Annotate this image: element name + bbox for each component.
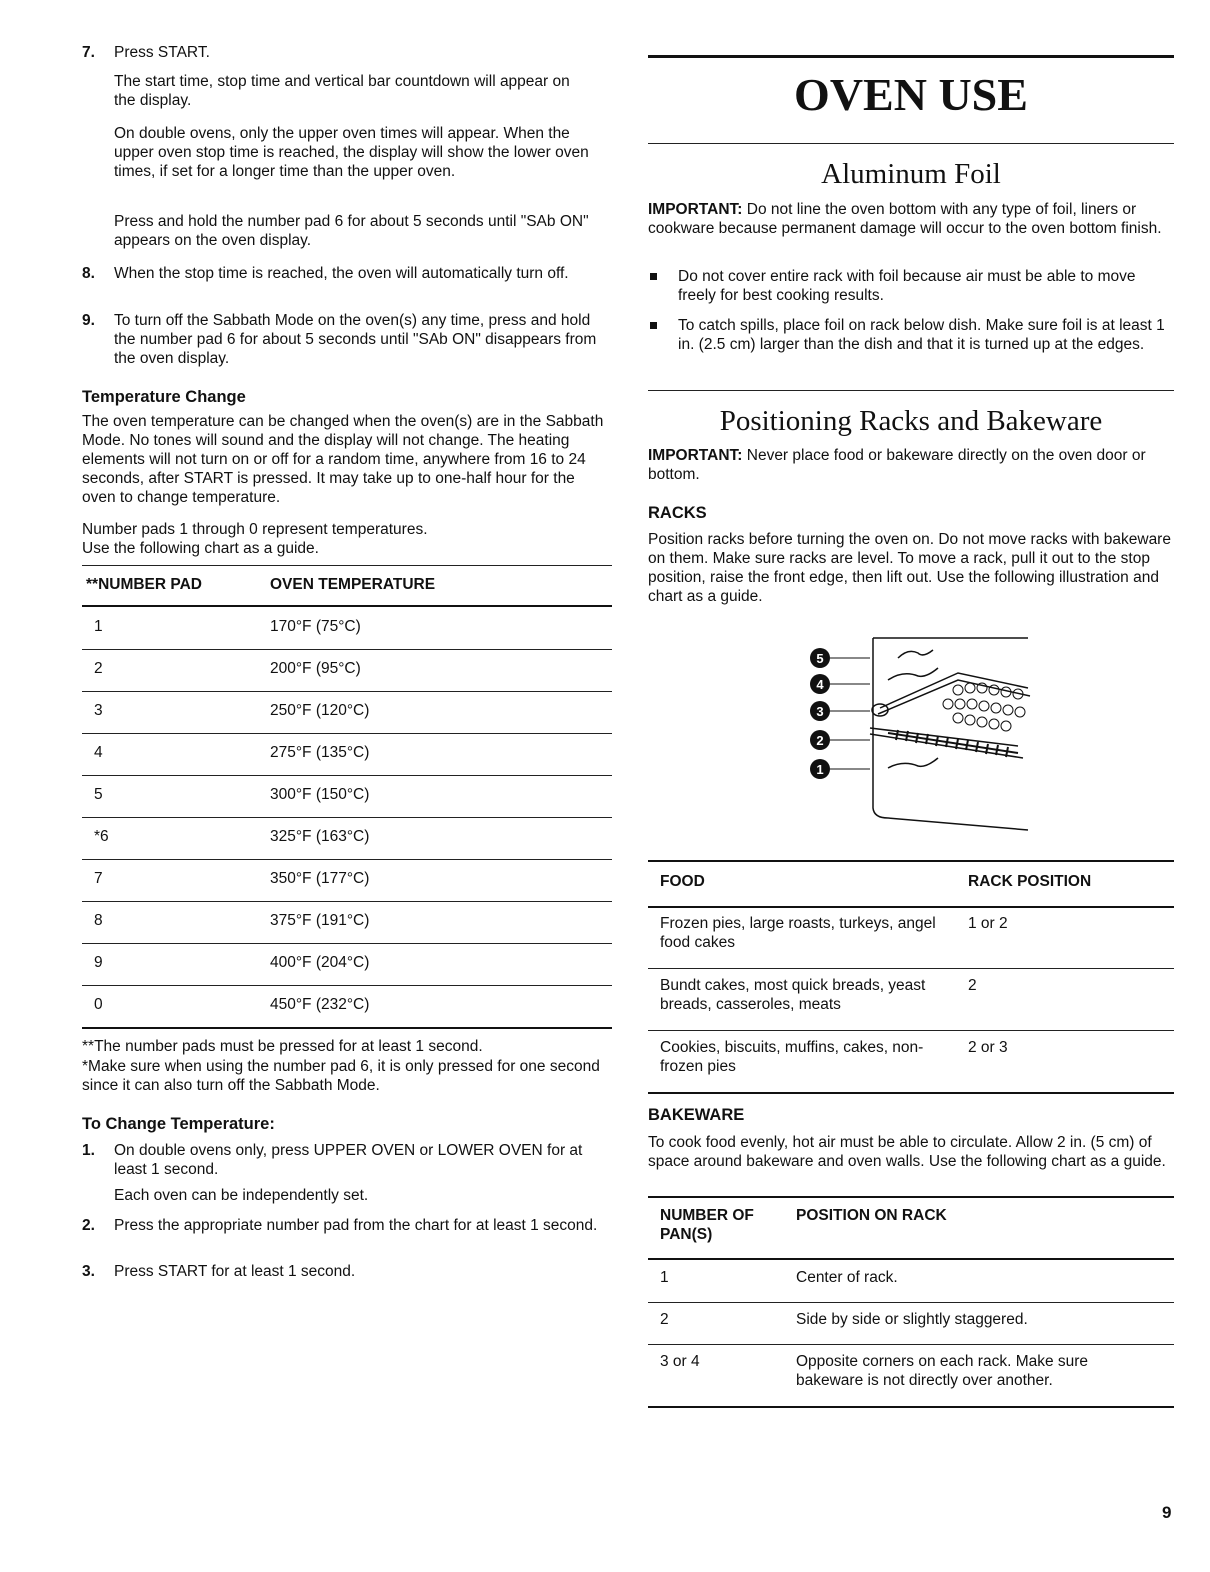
rack-slot-4: [888, 668, 938, 680]
oven-temperature-cell: 170°F (75°C): [270, 618, 361, 635]
page-title: OVEN USE: [794, 69, 1028, 120]
col-header-position-on-rack: POSITION ON RACK: [796, 1207, 947, 1224]
pan-row-rule: [648, 1302, 1174, 1303]
number-pad-cell: *6: [94, 828, 109, 845]
rack-slot-5: [898, 650, 933, 658]
pan-position-cell: Opposite corners on each rack. Make sure bakeware is not directly over another.: [796, 1353, 1089, 1389]
step-8-number: 8.: [82, 265, 95, 282]
table-row-rule: [82, 943, 612, 944]
pan-table-header-rule: [648, 1258, 1174, 1260]
step-7-title: Press START.: [114, 44, 210, 61]
rack-1-label: 1: [816, 762, 824, 777]
oven-temperature-cell: 350°F (177°C): [270, 870, 370, 887]
foil-bullet-1-text: Do not cover entire rack with foil because air must be able to move freely for best cooking results.: [678, 268, 1136, 304]
foil-important-label: IMPORTANT:: [648, 201, 743, 218]
table-header-rule: [82, 605, 612, 607]
col-header-rack-position: RACK POSITION: [968, 873, 1092, 890]
section-rule: [648, 390, 1174, 391]
rack-position-cell: 2 or 3: [968, 1039, 1008, 1056]
rack-position-cell: 2: [968, 977, 977, 994]
aluminum-foil-heading: Aluminum Foil: [821, 158, 1001, 190]
temperature-change-line-2: Use the following chart as a guide.: [82, 540, 319, 557]
step-7-number: 7.: [82, 44, 95, 61]
number-pad-cell: 1: [94, 618, 103, 635]
positioning-racks-heading: Positioning Racks and Bakeware: [719, 405, 1103, 437]
food-row-rule: [648, 1030, 1174, 1031]
rack-2-label: 2: [816, 733, 824, 748]
step-9-number: 9.: [82, 312, 95, 329]
oven-temperature-cell: 250°F (120°C): [270, 702, 370, 719]
change-step-1-note: Each oven can be independently set.: [114, 1187, 369, 1204]
col-header-number-of-pans: NUMBER OF PAN(S): [660, 1207, 754, 1243]
food-row-rule: [648, 1092, 1174, 1094]
change-step-3-number: 3.: [82, 1263, 95, 1280]
square-bullet-icon: [650, 322, 657, 329]
oven-temperature-cell: 275°F (135°C): [270, 744, 370, 761]
footnote-1: **The number pads must be pressed for at least 1 second.: [82, 1038, 483, 1055]
pan-table-top-rule: [648, 1196, 1174, 1198]
number-pad-cell: 4: [94, 744, 103, 761]
square-bullet-icon: [650, 273, 657, 280]
page-number: 9: [1162, 1503, 1172, 1522]
table-row-rule: [82, 1027, 612, 1029]
table-row-rule: [82, 817, 612, 818]
number-pad-cell: 7: [94, 870, 103, 887]
food-cell: Bundt cakes, most quick breads, yeast breads, casseroles, meats: [660, 977, 926, 1013]
racks-important: [648, 446, 1174, 484]
number-pad-cell: 5: [94, 786, 103, 803]
pan-count-cell: 2: [660, 1311, 669, 1328]
rack-5-label: 5: [816, 651, 824, 666]
step-7-paragraph-2: On double ovens, only the upper oven times will appear. When the upper oven stop time is reached, the display will show the lower oven times, if set for a longer time than the upper oven.: [114, 125, 589, 180]
bakeware-heading: BAKEWARE: [648, 1106, 745, 1124]
racks-heading: RACKS: [648, 504, 707, 522]
col-header-oven-temperature: OVEN TEMPERATURE: [270, 576, 436, 593]
table-row-rule: [82, 775, 612, 776]
bakeware-body: To cook food evenly, hot air must be able to circulate. Allow 2 in. (5 cm) of space around bakeware and oven walls. Use the following chart as a guide.: [648, 1134, 1166, 1170]
oven-temperature-cell: 450°F (232°C): [270, 996, 370, 1013]
rack-3-label: 3: [816, 704, 824, 719]
title-bottom-rule: [648, 143, 1174, 144]
temperature-table: [82, 565, 612, 1035]
racks-important-text: Never place food or bakeware directly on the oven door or bottom.: [648, 447, 1146, 483]
pan-row-rule: [648, 1344, 1174, 1345]
table-row-rule: [82, 733, 612, 734]
table-row-rule: [82, 649, 612, 650]
pan-position-table: [648, 1196, 1174, 1416]
food-cell: Frozen pies, large roasts, turkeys, angel food cakes: [660, 915, 936, 951]
col-header-number-pad: **NUMBER PAD: [86, 576, 202, 593]
number-pad-cell: 2: [94, 660, 103, 677]
table-top-rule: [82, 565, 612, 566]
foil-important: [648, 200, 1174, 238]
table-row-rule: [82, 691, 612, 692]
foil-bullet-2-text: To catch spills, place foil on rack below dish. Make sure foil is at least 1 in. (2.5 cm) larger than the dish and that it is turned up at the edges.: [678, 317, 1165, 353]
table-row-rule: [82, 985, 612, 986]
food-cell: Cookies, biscuits, muffins, cakes, non-frozen pies: [660, 1039, 924, 1075]
number-pad-cell: 3: [94, 702, 103, 719]
oven-temperature-cell: 375°F (191°C): [270, 912, 370, 929]
rack-number-badges: [810, 648, 830, 779]
rack-4-label: 4: [816, 677, 824, 692]
step-9-text: To turn off the Sabbath Mode on the oven(s) any time, press and hold the number pad 6 for about 5 seconds until "SAb ON" disappears from the oven display.: [114, 312, 597, 367]
pan-count-cell: 1: [660, 1269, 669, 1286]
change-step-2-text: Press the appropriate number pad from the chart for at least 1 second.: [114, 1217, 598, 1234]
temperature-change-body: The oven temperature can be changed when the oven(s) are in the Sabbath Mode. No tones will sound and the display will not change. The heating elements will not turn on or off for a random time, anywhere from 16 to 24 seconds, after START is pressed. It may take up to one-half hour for the oven to change temperature.: [82, 413, 604, 506]
pan-count-cell: 3 or 4: [660, 1353, 700, 1370]
rack-slot-1: [888, 758, 938, 768]
racks-body: Position racks before turning the oven on. Do not move racks with bakeware on them. Make sure racks are level. To move a rack, pull it out to the stop position, raise the front edge, then lift out. Use the following illustration and chart as a guide.: [648, 531, 1171, 605]
footnote-2: *Make sure when using the number pad 6, it is only pressed for one second since it can also turn off the Sabbath Mode.: [82, 1058, 600, 1094]
col-header-food: FOOD: [660, 873, 705, 890]
table-row-rule: [82, 901, 612, 902]
temperature-change-heading: Temperature Change: [82, 388, 246, 406]
title-top-rule: [648, 55, 1174, 58]
table-row-rule: [82, 859, 612, 860]
rack-positions-illustration: [808, 618, 1038, 838]
food-row-rule: [648, 968, 1174, 969]
rack-position-cell: 1 or 2: [968, 915, 1008, 932]
oven-temperature-cell: 200°F (95°C): [270, 660, 361, 677]
foil-important-text: Do not line the oven bottom with any type of foil, liners or cookware because permanent damage will occur to the oven bottom finish.: [648, 201, 1162, 237]
pan-row-rule: [648, 1406, 1174, 1408]
racks-important-label: IMPORTANT:: [648, 447, 743, 464]
change-step-2-number: 2.: [82, 1217, 95, 1234]
number-pad-cell: 0: [94, 996, 103, 1013]
food-table-header-rule: [648, 906, 1174, 908]
pan-position-cell: Center of rack.: [796, 1269, 898, 1286]
oven-temperature-cell: 325°F (163°C): [270, 828, 370, 845]
temperature-change-line-1: Number pads 1 through 0 represent temperatures.: [82, 521, 428, 538]
number-pad-cell: 8: [94, 912, 103, 929]
change-step-1-number: 1.: [82, 1142, 95, 1159]
pan-position-cell: Side by side or slightly staggered.: [796, 1311, 1028, 1328]
number-pad-cell: 9: [94, 954, 103, 971]
to-change-temperature-heading: To Change Temperature:: [82, 1115, 275, 1133]
change-step-1-text: On double ovens only, press UPPER OVEN or LOWER OVEN for at least 1 second.: [114, 1142, 583, 1178]
food-rack-table: [648, 860, 1174, 1095]
oven-temperature-cell: 300°F (150°C): [270, 786, 370, 803]
step-8-text: When the stop time is reached, the oven will automatically turn off.: [114, 265, 569, 282]
step-7-paragraph-3: Press and hold the number pad 6 for about 5 seconds until "SAb ON" appears on the oven display.: [114, 213, 589, 249]
oven-temperature-cell: 400°F (204°C): [270, 954, 370, 971]
step-7-paragraph-1: The start time, stop time and vertical bar countdown will appear on the display.: [114, 73, 570, 109]
food-table-top-rule: [648, 860, 1174, 862]
change-step-3-text: Press START for at least 1 second.: [114, 1263, 356, 1280]
